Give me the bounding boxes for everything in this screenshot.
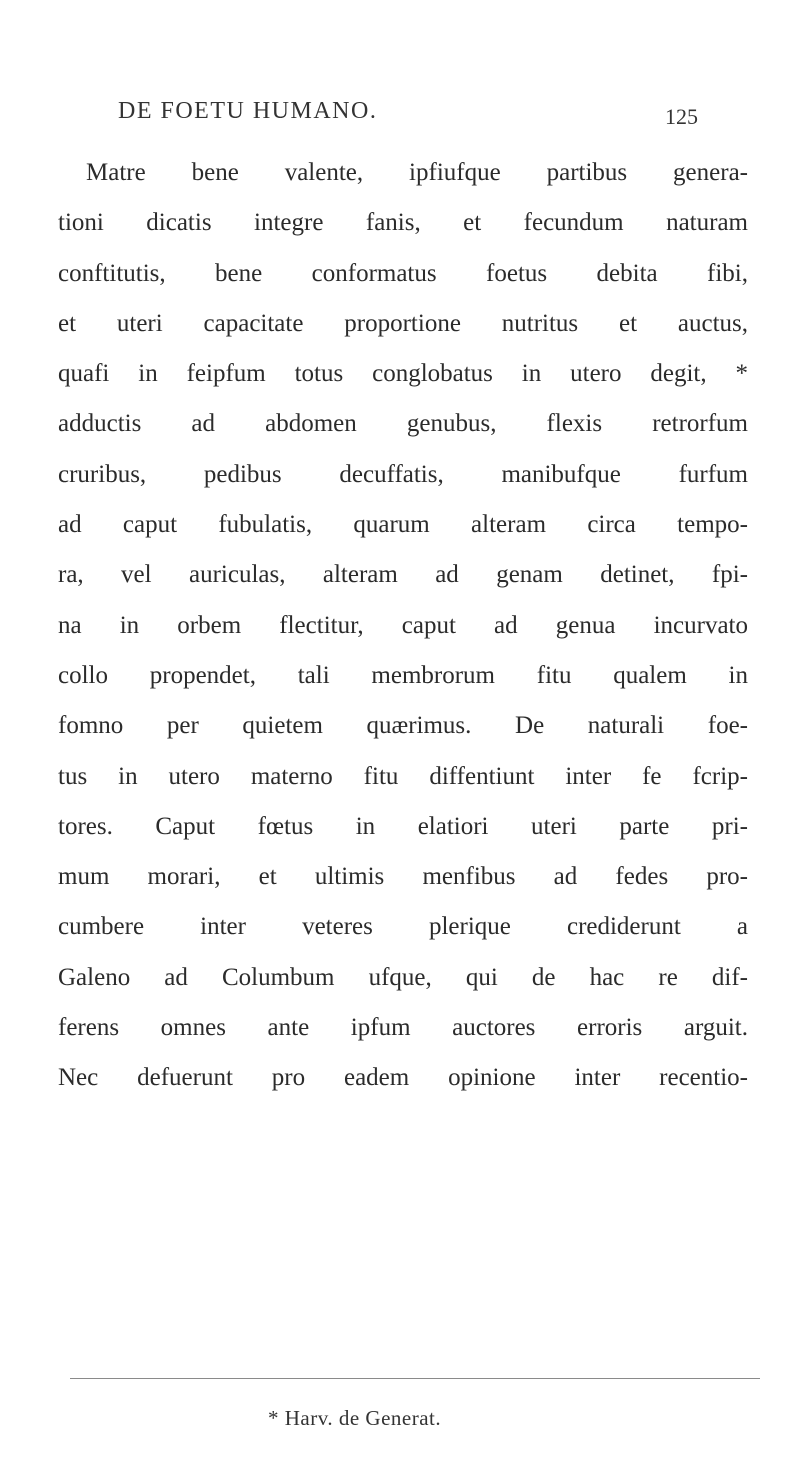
text-line: cruribus, pedibus decuffatis, manibufque furfum xyxy=(58,460,748,488)
body-text xyxy=(58,148,748,1104)
text-line: collo propendet, tali membrorum fitu qualem in xyxy=(58,661,748,689)
text-line: tus in utero materno fitu diffentiunt inter fe fcrip- xyxy=(58,762,748,790)
page-number: 125 xyxy=(665,104,698,129)
text-line: Nec defuerunt pro eadem opinione inter recentio- xyxy=(58,1064,748,1092)
text-line: conftitutis, bene conformatus foetus debita fibi, xyxy=(58,259,748,287)
text-line: tioni dicatis integre fanis, et fecundum naturam xyxy=(58,209,748,237)
text-line: quafi in feipfum totus conglobatus in utero degit, * xyxy=(58,360,748,388)
text-line: cumbere inter veteres plerique crediderunt a xyxy=(58,913,748,941)
footnote: * Harv. de Generat. xyxy=(268,1406,442,1430)
text-line: ferens omnes ante ipfum auctores erroris arguit. xyxy=(58,1014,748,1042)
text-line: adductis ad abdomen genubus, flexis retrorfum xyxy=(58,410,748,438)
text-line: na in orbem flectitur, caput ad genua incurvato xyxy=(58,611,748,639)
text-line: et uteri capacitate proportione nutritus et auctus, xyxy=(58,309,748,337)
text-line: tores. Caput fœtus in elatiori uteri parte pri- xyxy=(58,812,748,840)
text-line: mum morari, et ultimis menfibus ad fedes pro- xyxy=(58,863,748,891)
text-line: Matre bene valente, ipfiufque partibus genera- xyxy=(86,159,748,186)
running-head xyxy=(118,98,698,138)
text-line: ad caput fubulatis, quarum alteram circa tempo- xyxy=(58,511,748,539)
text-line: ra, vel auriculas, alteram ad genam detinet, fpi- xyxy=(58,561,748,589)
text-line: Galeno ad Columbum ufque, qui de hac re dif- xyxy=(58,963,748,991)
text-line: fomno per quietem quærimus. De naturali foe- xyxy=(58,712,748,740)
running-title: DE FOETU HUMANO. xyxy=(118,98,378,124)
footnote-rule xyxy=(70,1378,760,1379)
